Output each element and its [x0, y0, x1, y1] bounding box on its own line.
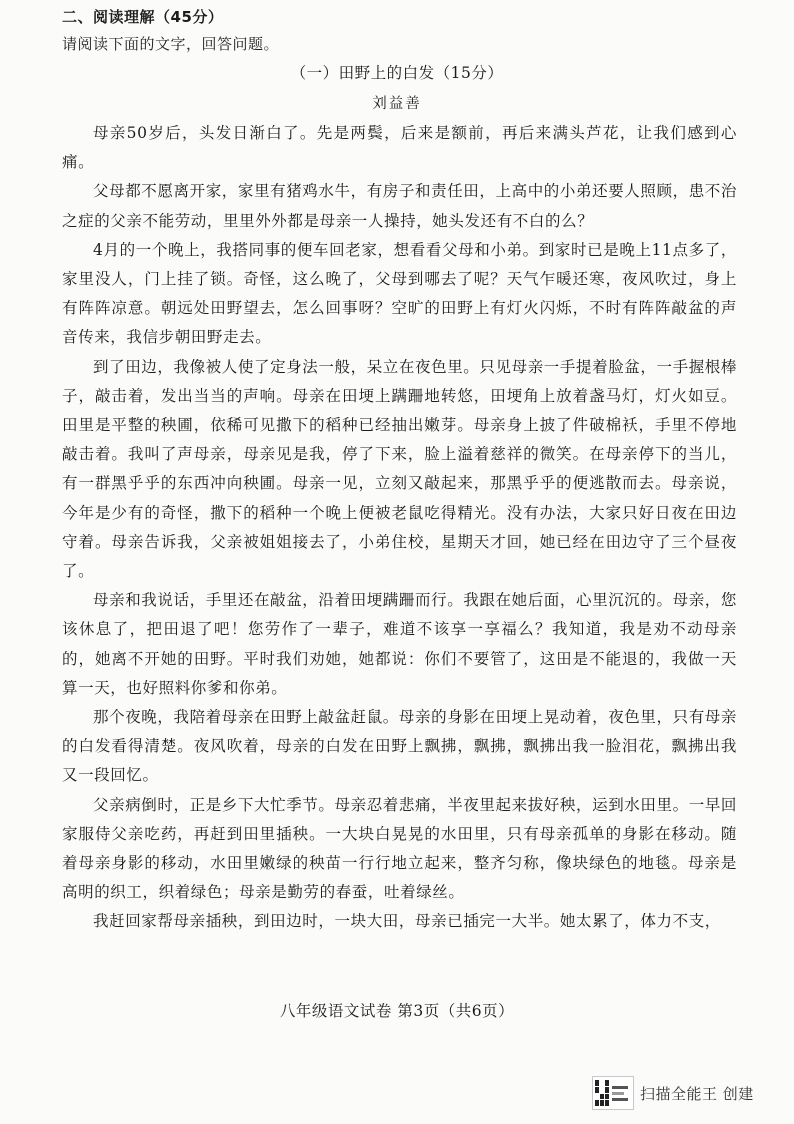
article-title: （一）田野上的白发（15分） [290, 64, 504, 82]
scanner-app-logo-icon [592, 1076, 634, 1110]
paragraph: 父亲病倒时，正是乡下大忙季节。母亲忍着悲痛，半夜里起来拔好秧，运到水田里。一早回家服侍父亲吃药，再赶到田里插秧。一大块白晃晃的水田里，只有母亲孤单的身影在移动。随着母亲身影的移动，水田里嫩绿的秧苗一行行地立起来，整齐匀称，像块绿色的地毯。母亲是高明的织工，织着绿色；母亲是勤劳的春蚕，吐着绿丝。 [62, 795, 738, 902]
article-body [62, 119, 737, 937]
section-instruction: 请阅读下面的文字，回答问题。 [62, 35, 280, 53]
page-footer: 八年级语文试卷 第3页（共6页） [279, 1002, 515, 1020]
paragraph: 父母都不愿离开家，家里有猪鸡水牛，有房子和责任田，上高中的小弟还要人照顾，患不治之症的父亲不能劳动，里里外外都是母亲一人操持，她头发还有不白的么？ [62, 182, 738, 230]
paragraph: 母亲50岁后，头发日渐白了。先是两鬓，后来是额前，再后来满头芦花，让我们感到心痛。 [62, 124, 737, 172]
scanner-watermark [592, 1076, 754, 1110]
section-title: 二、阅读理解（45分） [62, 8, 224, 26]
paragraph: 那个夜晚，我陪着母亲在田野上敲盆赶鼠。母亲的身影在田埂上晃动着，夜色里，只有母亲的白发看得清楚。夜风吹着，母亲的白发在田野上飘拂，飘拂，飘拂出我一脸泪花，飘拂出我又一段回忆。 [62, 708, 738, 785]
paragraph: 我赶回家帮母亲插秧，到田边时，一块大田，母亲已插完一大半。她太累了，体力不支， [93, 912, 721, 931]
watermark-text: 扫描全能王 创建 [640, 1084, 754, 1103]
article-author: 刘益善 [372, 96, 422, 112]
qr-code-icon [595, 1080, 609, 1106]
paragraph: 4月的一个晚上，我搭同事的便车回老家，想看看父母和小弟。到家时已是晚上11点多了，家里没人，门上挂了锁。奇怪，这么晚了，父母到哪去了呢？天气乍暖还寒，夜风吹过，身上有阵阵凉意。朝远处田野望去，怎么回事呀？空旷的田野上有灯火闪烁，不时有阵阵敲盆的声音传来，我信步朝田野走去。 [62, 240, 737, 347]
paragraph: 母亲和我说话，手里还在敲盆，沿着田埂蹒跚而行。我跟在她后面，心里沉沉的。母亲，您该休息了，把田退了吧！您劳作了一辈子，难道不该享一享福么？我知道，我是劝不动母亲的，她离不开她的田野。平时我们劝她，她都说：你们不要管了，这田是不能退的，我做一天算一天，也好照料你爹和你弟。 [62, 591, 738, 697]
logo-mark-icon [612, 1086, 628, 1101]
paragraph: 到了田边，我像被人使了定身法一般，呆立在夜色里。只见母亲一手提着脸盆，一手握根棒子，敲击着，发出当当的声响。母亲在田埂上蹒跚地转悠，田埂角上放着盏马灯，灯火如豆。田里是平整的秧圃，依稀可见撒下的稻种已经抽出嫩芽。母亲身上披了件破棉袄，手里不停地敲击着。我叫了声母亲，母亲见是我，停了下来，脸上溢着慈祥的微笑。在母亲停下的当儿，有一群黑乎乎的东西冲向秧圃。母亲一见，立刻又敲起来，那黑乎乎的便逃散而去。母亲说，今年是少有的奇怪，撒下的稻种一个晚上便被老鼠吃得精光。没有办法，大家只好日夜在田边守着。母亲告诉我，父亲被姐姐接去了，小弟住校，星期天才回，她已经在田边守了三个昼夜了。 [62, 357, 738, 581]
